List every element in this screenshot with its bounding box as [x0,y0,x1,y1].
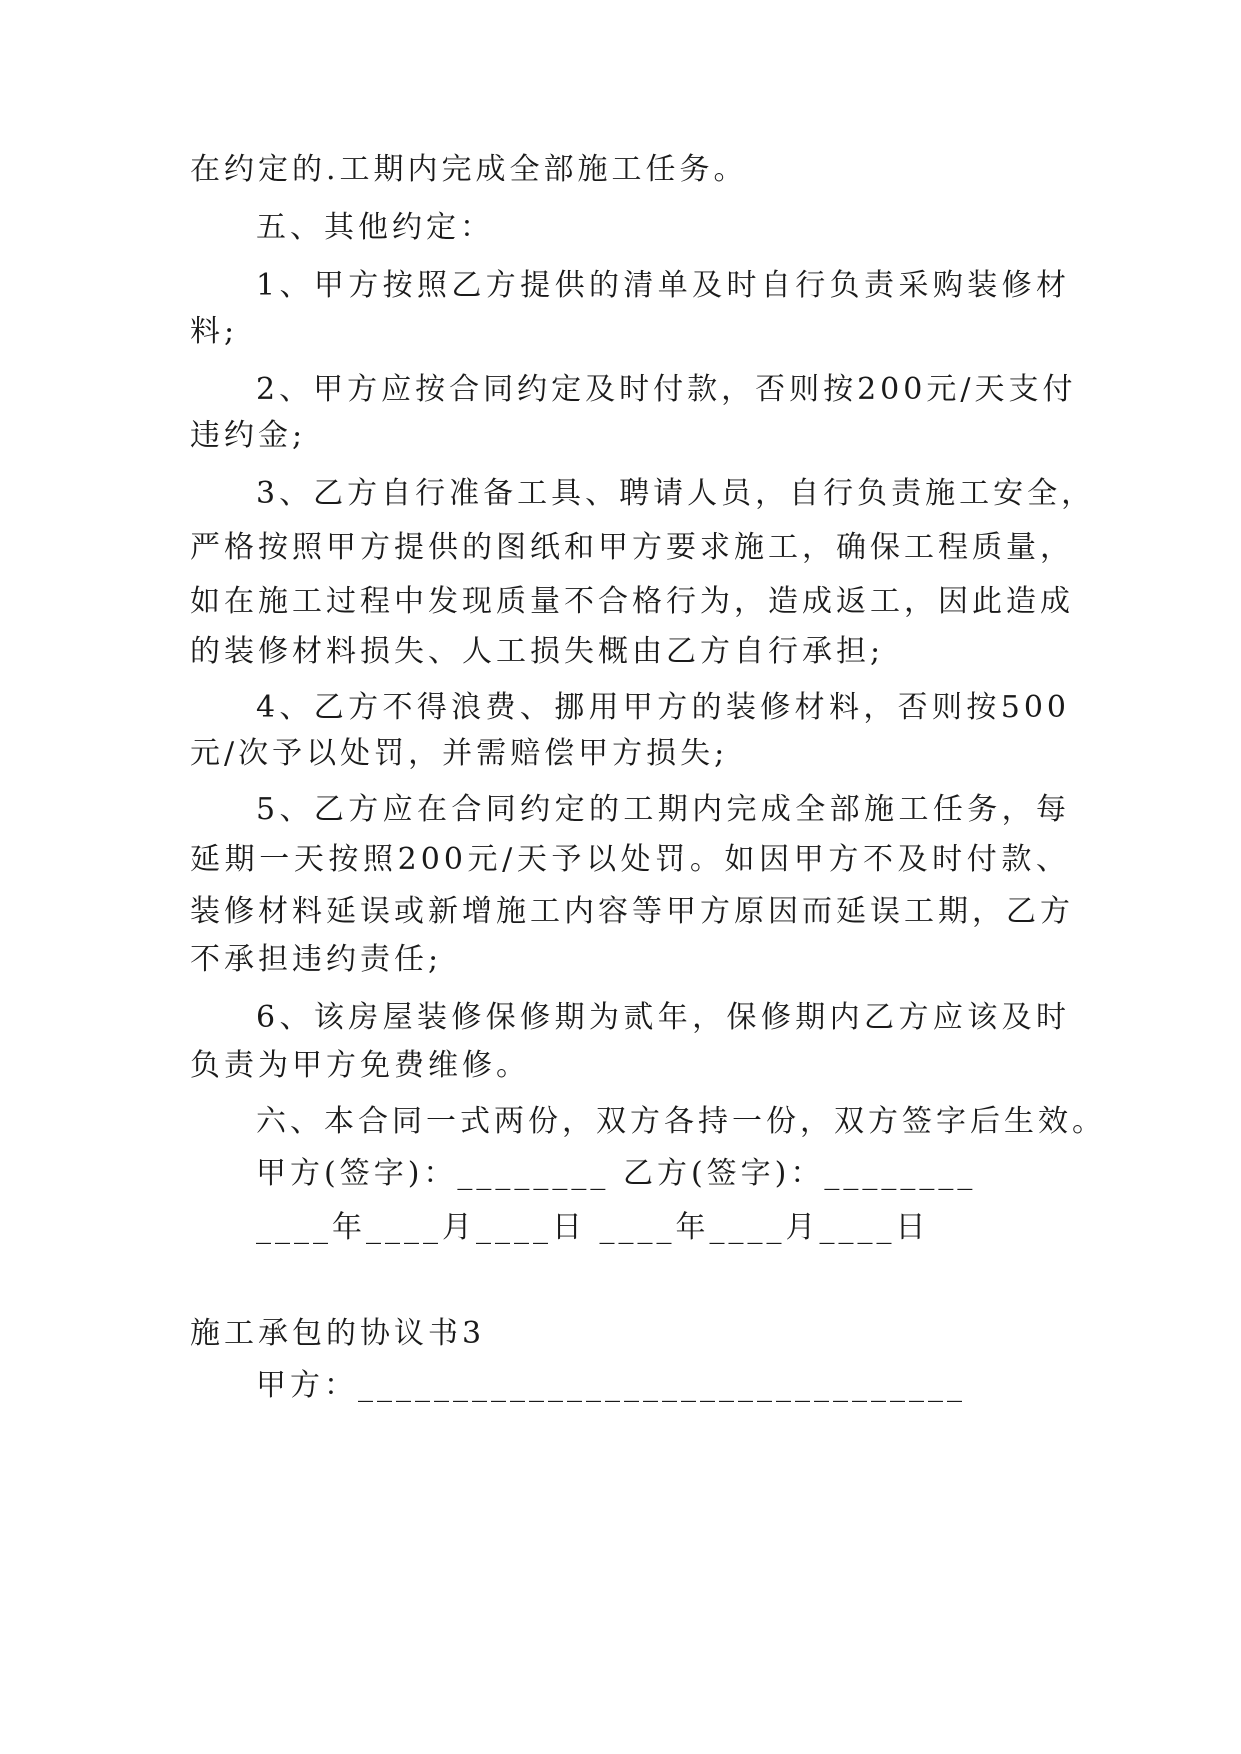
signature-line: 甲方(签字)：________ 乙方(签字)：________ [256,1156,977,1191]
clause-4-line-2: 元/次予以处罚，并需赔偿甲方损失; [190,736,729,771]
clause-1-line-1: 1、甲方按照乙方提供的清单及时自行负责采购装修材 [256,268,1070,303]
date-line: ____年____月____日 ____年____月____日 [256,1210,930,1245]
clause-2-line-1: 2、甲方应按合同约定及时付款，否则按200元/天支付 [256,372,1077,407]
clause-2-line-2: 违约金; [190,418,307,453]
text-line: 在约定的.工期内完成全部施工任务。 [190,152,748,187]
section-heading: 五、其他约定： [256,210,494,245]
agreement-title: 施工承包的协议书3 [190,1316,486,1351]
clause-1-line-2: 料; [190,314,239,349]
clause-3-line-1: 3、乙方自行准备工具、聘请人员，自行负责施工安全， [256,476,1096,511]
clause-3-line-4: 的装修材料损失、人工损失概由乙方自行承担; [190,634,885,669]
clause-6-line-1: 6、该房屋装修保修期为贰年，保修期内乙方应该及时 [256,1000,1070,1035]
clause-3-line-2: 严格按照甲方提供的图纸和甲方要求施工，确保工程质量， [190,530,1074,565]
section-six: 六、本合同一式两份，双方各持一份，双方签字后生效。 [256,1104,1106,1139]
clause-5-line-4: 不承担违约责任; [190,942,443,977]
clause-6-line-2: 负责为甲方免费维修。 [190,1048,530,1083]
party-a-line: 甲方：________________________________ [256,1368,966,1403]
clause-4-line-1: 4、乙方不得浪费、挪用甲方的装修材料，否则按500 [256,690,1070,725]
clause-5-line-3: 装修材料延误或新增施工内容等甲方原因而延误工期，乙方 [190,894,1074,929]
clause-5-line-1: 5、乙方应在合同约定的工期内完成全部施工任务，每 [256,792,1070,827]
clause-3-line-3: 如在施工过程中发现质量不合格行为，造成返工，因此造成 [190,584,1074,619]
clause-5-line-2: 延期一天按照200元/天予以处罚。如因甲方不及时付款、 [190,842,1070,877]
